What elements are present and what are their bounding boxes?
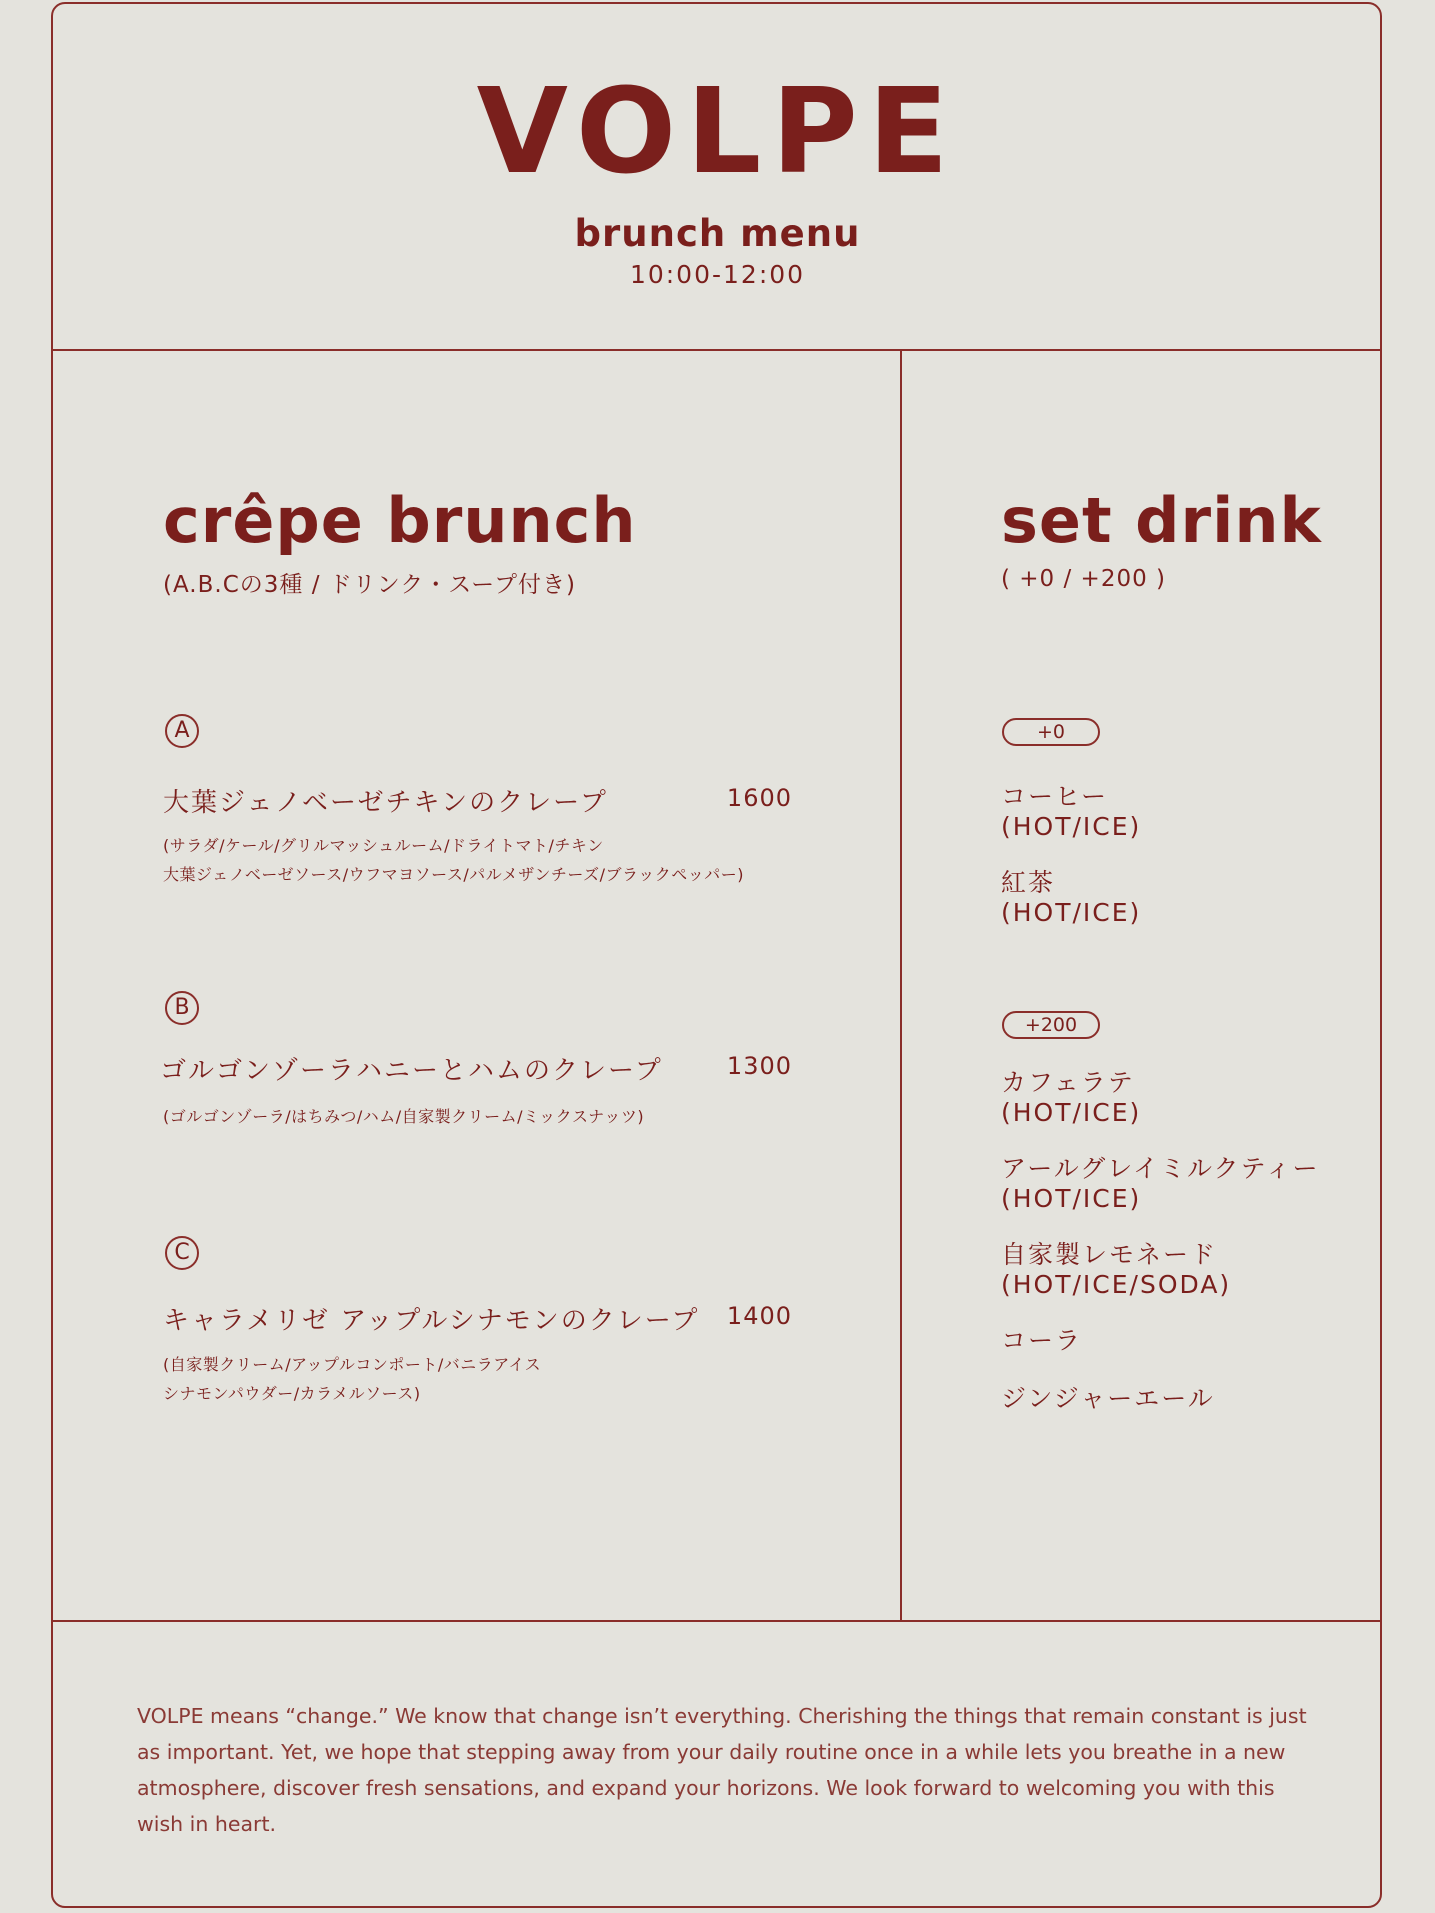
item-a-name: 大葉ジェノベーゼチキンのクレープ (163, 788, 608, 818)
drink-latte-option: (HOT/ICE) (1001, 1098, 1142, 1127)
column-divider (900, 350, 902, 1621)
crepe-section-subtitle: (A.B.Cの3種 / ドリンク・スープ付き) (163, 572, 576, 598)
service-hours: 10:00-12:00 (629, 260, 806, 289)
header-divider (52, 349, 1381, 351)
crepe-section-title: crêpe brunch (163, 484, 637, 557)
item-a-price: 1600 (726, 784, 792, 812)
footer-divider (52, 1620, 1381, 1622)
drink-cola-name: コーラ (1001, 1326, 1083, 1355)
drink-coffee-name: コーヒー (1001, 782, 1109, 811)
item-b-price: 1300 (726, 1052, 792, 1080)
drink-section-subtitle: ( +0 / +200 ) (1001, 566, 1167, 592)
logo: VOLPE (476, 62, 959, 200)
drink-lemonade-option: (HOT/ICE/SODA) (1001, 1270, 1232, 1299)
item-c-marker: C (165, 1236, 199, 1270)
item-b-desc-line-1: (ゴルゴンゾーラ/はちみつ/ハム/自家製クリーム/ミックスナッツ) (163, 1107, 645, 1126)
drink-group-plus200-badge: +200 (1002, 1011, 1100, 1039)
drink-tea-name: 紅茶 (1001, 868, 1056, 897)
item-c-name: キャラメリゼ アップルシナモンのクレープ (163, 1306, 700, 1336)
item-a-desc-line-1: (サラダ/ケール/グリルマッシュルーム/ドライトマト/チキン (163, 836, 604, 855)
item-a-desc-line-2: 大葉ジェノベーゼソース/ウフマヨソース/パルメザンチーズ/ブラックペッパー) (163, 865, 744, 884)
drink-group-plus0-badge: +0 (1002, 718, 1100, 746)
footer-statement: VOLPE means “change.” We know that change isn’t everything. Cherishing the things that remain constant is just as important. Yet, we hope that stepping away from your daily routine once in a while lets you breathe in a new atmosphere, discover fresh sensations, and expand your horizons. We look forward to welcoming you with this wish in heart. (137, 1704, 1307, 1836)
drink-earlgrey-name: アールグレイミルクティー (1001, 1154, 1320, 1183)
item-b-name: ゴルゴンゾーラハニーとハムのクレープ (160, 1056, 663, 1086)
item-c-desc-line-2: シナモンパウダー/カラメルソース) (163, 1384, 421, 1403)
drink-lemonade-name: 自家製レモネード (1001, 1240, 1218, 1269)
drink-earlgrey-option: (HOT/ICE) (1001, 1184, 1142, 1213)
drink-section-title: set drink (1001, 484, 1322, 557)
item-c-price: 1400 (726, 1302, 792, 1330)
drink-latte-name: カフェラテ (1001, 1068, 1135, 1097)
menu-subtitle: brunch menu (574, 212, 861, 255)
drink-tea-option: (HOT/ICE) (1001, 898, 1142, 927)
drink-coffee-option: (HOT/ICE) (1001, 812, 1142, 841)
item-b-marker: B (165, 991, 199, 1025)
item-a-marker: A (165, 714, 199, 748)
drink-gingerale-name: ジンジャーエール (1001, 1384, 1215, 1413)
item-c-desc-line-1: (自家製クリーム/アップルコンポート/バニラアイス (163, 1355, 542, 1374)
